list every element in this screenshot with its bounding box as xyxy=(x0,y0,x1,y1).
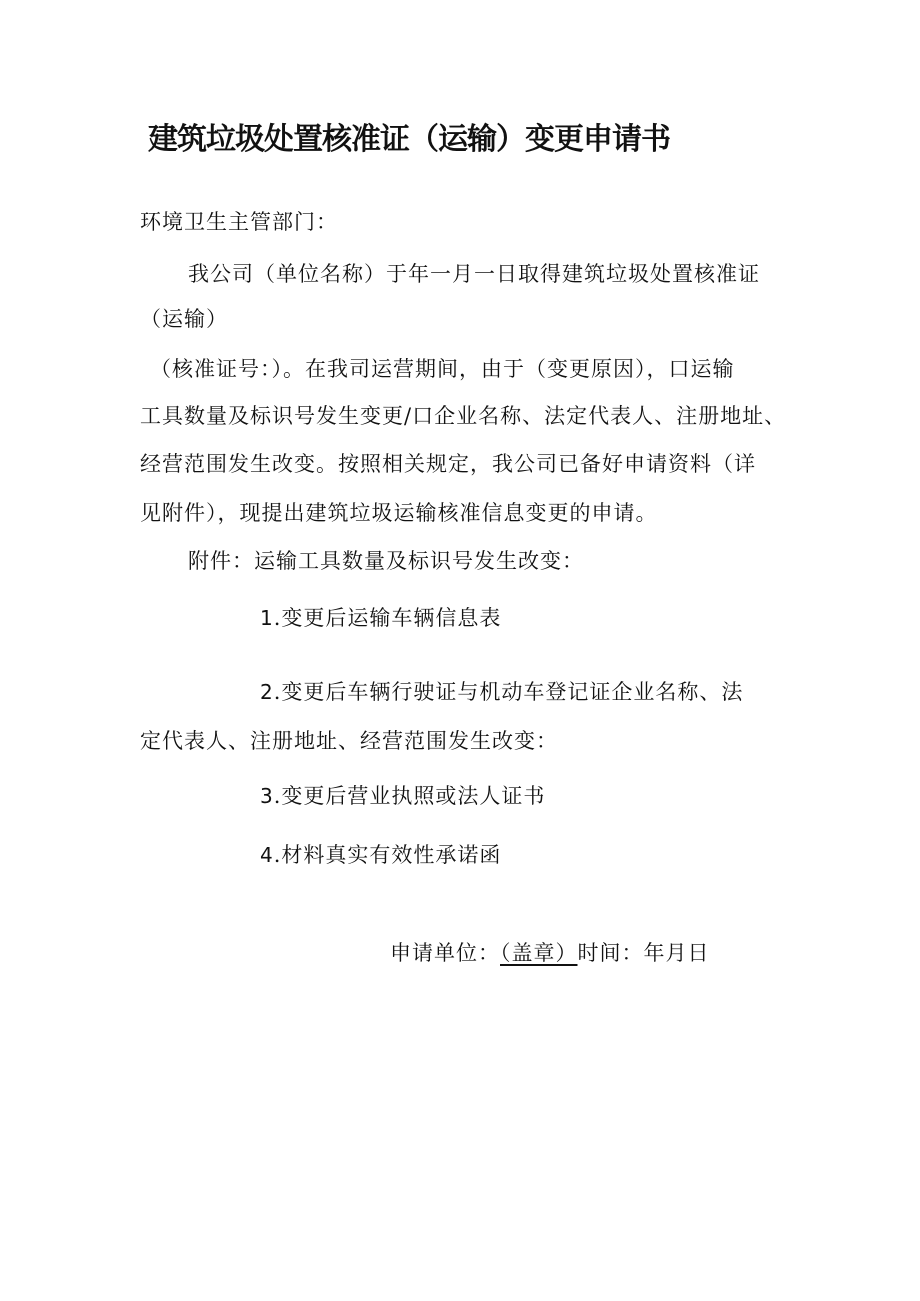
document-title: 建筑垃圾处置核准证（运输）变更申请书 xyxy=(148,122,670,157)
attachment-number: 2 xyxy=(260,680,274,704)
attachment-item-4 xyxy=(260,840,501,870)
date-label: 时间：年月日 xyxy=(577,941,710,965)
body-line-1: 我公司（单位名称）于年一月一日取得建筑垃圾处置核准证 xyxy=(188,262,760,286)
applicant-unit-label: 申请单位： xyxy=(390,941,500,965)
body-line-2: （运输） xyxy=(140,307,228,331)
attachment-number: 4 xyxy=(260,843,274,867)
salutation: 环境卫生主管部门： xyxy=(140,210,338,234)
body-line-6: 见附件），现提出建筑垃圾运输核准信息变更的申请。 xyxy=(140,501,658,525)
attachment-text: .变更后营业执照或法人证书 xyxy=(273,784,546,808)
attachments-heading: 附件：运输工具数量及标识号发生改变： xyxy=(188,549,584,573)
attachment-number: 3 xyxy=(260,784,274,808)
signature-line xyxy=(390,938,710,968)
attachment-text: .变更后车辆行驶证与机动车登记证企业名称、法 xyxy=(273,680,744,704)
body-line-3: （核准证号：）。在我司运营期间，由于（变更原因），口运输 xyxy=(150,357,735,381)
body-line-5: 经营范围发生改变。按照相关规定，我公司已备好申请资料（详 xyxy=(140,452,756,476)
attachment-item-2 xyxy=(260,677,743,707)
attachment-text: .变更后运输车辆信息表 xyxy=(273,606,502,630)
attachment-item-1 xyxy=(260,603,501,633)
attachment-item-3 xyxy=(260,781,545,811)
attachment-number: 1 xyxy=(260,606,274,630)
attachment-item-2-continued: 定代表人、注册地址、经营范围发生改变： xyxy=(140,729,558,753)
seal-field: （盖章） xyxy=(500,941,578,965)
body-line-4: 工具数量及标识号发生变更/口企业名称、法定代表人、注册地址、 xyxy=(140,404,787,428)
attachment-text: .材料真实有效性承诺函 xyxy=(273,843,502,867)
